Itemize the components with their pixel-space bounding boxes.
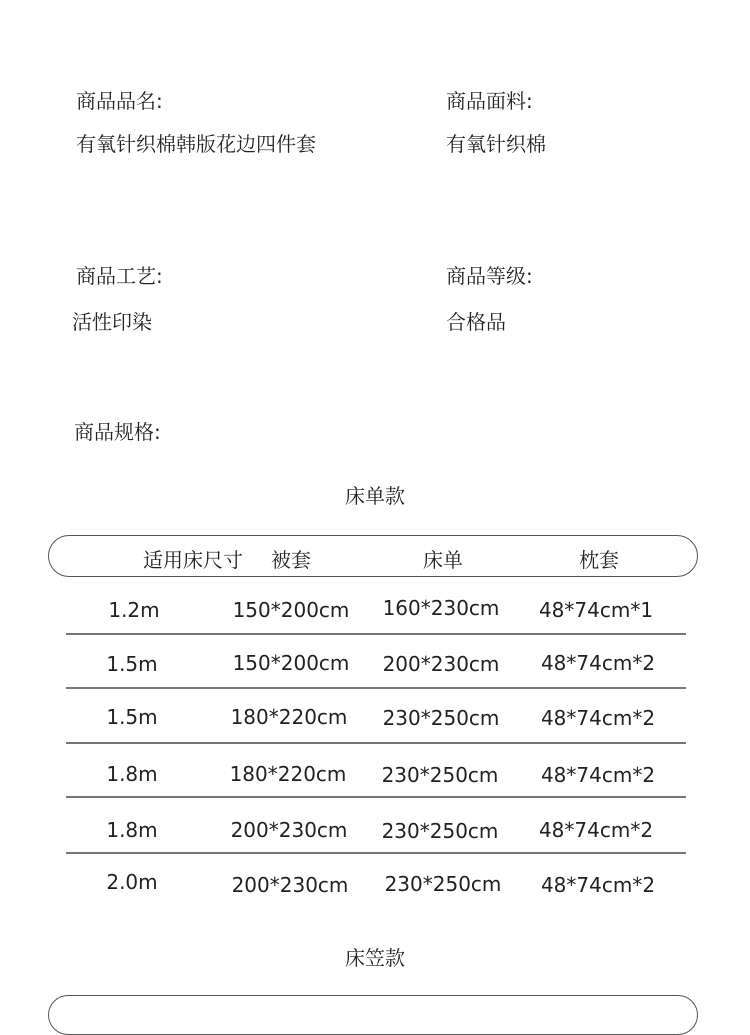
row5-sheet: 230*250cm xyxy=(381,819,499,843)
row3-duvet: 180*220cm xyxy=(230,705,348,729)
row4-duvet: 180*220cm xyxy=(229,762,347,786)
row3-sheet: 230*250cm xyxy=(382,706,500,730)
row3-size: 1.5m xyxy=(106,705,158,729)
row-divider xyxy=(66,796,686,798)
row6-duvet: 200*230cm xyxy=(231,873,349,897)
row5-pillow: 48*74cm*2 xyxy=(538,818,654,842)
product-name-value: 有氧针织棉韩版花边四件套 xyxy=(76,132,316,156)
row6-pillow: 48*74cm*2 xyxy=(540,873,656,897)
header-pillowcase: 枕套 xyxy=(579,548,619,572)
product-grade-label: 商品等级: xyxy=(446,264,533,288)
row-divider xyxy=(66,633,686,635)
row5-size: 1.8m xyxy=(106,818,158,842)
row4-pillow: 48*74cm*2 xyxy=(540,763,656,787)
product-process-value: 活性印染 xyxy=(72,310,152,334)
row6-sheet: 230*250cm xyxy=(384,872,502,896)
row-divider xyxy=(66,742,686,744)
sheet-section-title: 床单款 xyxy=(345,484,405,508)
product-grade-value: 合格品 xyxy=(446,310,506,334)
product-fabric-label: 商品面料: xyxy=(446,89,533,113)
row6-size: 2.0m xyxy=(106,870,158,894)
row2-duvet: 150*200cm xyxy=(232,651,350,675)
sheet-table-header xyxy=(48,535,698,577)
row1-duvet: 150*200cm xyxy=(232,598,350,622)
fitted-table-header xyxy=(48,995,698,1035)
row3-pillow: 48*74cm*2 xyxy=(540,706,656,730)
header-duvet-cover: 被套 xyxy=(271,548,311,572)
header-bed-sheet: 床单 xyxy=(423,548,463,572)
row4-sheet: 230*250cm xyxy=(381,763,499,787)
row-divider xyxy=(66,687,686,689)
row4-size: 1.8m xyxy=(106,762,158,786)
product-name-label: 商品品名: xyxy=(76,89,163,113)
product-process-label: 商品工艺: xyxy=(76,264,163,288)
row1-size: 1.2m xyxy=(108,598,160,622)
product-spec-label: 商品规格: xyxy=(74,420,161,444)
row1-pillow: 48*74cm*1 xyxy=(538,598,654,622)
header-bed-size: 适用床尺寸 xyxy=(143,548,243,572)
row1-sheet: 160*230cm xyxy=(382,596,500,620)
row2-pillow: 48*74cm*2 xyxy=(540,651,656,675)
row2-sheet: 200*230cm xyxy=(382,652,500,676)
fitted-section-title: 床笠款 xyxy=(345,946,405,970)
row5-duvet: 200*230cm xyxy=(230,818,348,842)
row-divider xyxy=(66,852,686,854)
row2-size: 1.5m xyxy=(106,652,158,676)
product-fabric-value: 有氧针织棉 xyxy=(446,132,546,156)
